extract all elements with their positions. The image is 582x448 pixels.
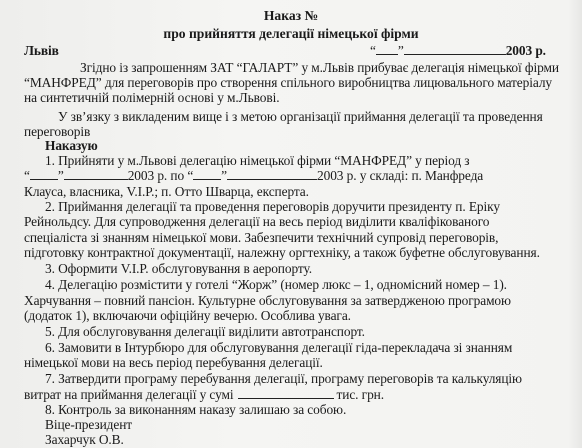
item-8: 8. Контроль за виконанням наказу залишаю за собою. [45, 402, 347, 417]
item-3: 3. Оформити V.I.P. обслуговування в аеропорту. [45, 261, 312, 276]
item-7-line-2 [24, 387, 384, 403]
order-title: Наказ № [263, 8, 319, 23]
signature-name: Захарчук О.В. [45, 432, 124, 447]
item-7-text: витрат на приймання делегації у сумі [24, 387, 234, 402]
item-7-sum-blank [238, 387, 334, 399]
date-year: 2003 р. [505, 43, 546, 58]
date-quote-close: ” [397, 43, 404, 58]
item-6-line-2: німецької мови на весь період перебування делегації. [24, 355, 323, 370]
item-1-line-2 [24, 168, 483, 184]
intro-line-3: на синтетичній полімерній основі у м.Львові. [24, 90, 280, 105]
intro-line-1: Згідно із запрошенням ЗАТ “ГАЛАРТ” у м.Львів прибуває делегація німецької фірми [80, 60, 559, 75]
item-5: 5. Для обслуговування делегації виділити автотранспорт. [45, 324, 365, 339]
order-word: Наказую [45, 138, 98, 153]
item-1-quote-close: ” [57, 168, 64, 183]
item-2-line-4: підготовку контрактної документації, належну оргтехніку, а також буфетне обслуговування. [24, 245, 540, 260]
item-2-line-1: 2. Приймання делегації та проведення переговорів доручити президенту п. Еріку [45, 199, 500, 214]
date-quote-open: “ [370, 43, 376, 58]
item-1-quote-close-2: ” [221, 168, 228, 183]
reason-line-2: переговорів [24, 124, 91, 139]
date-field [370, 43, 546, 59]
order-subtitle: про прийняття делегації німецької фірми [163, 26, 419, 41]
date-day-blank [376, 43, 398, 55]
date-month-blank [404, 43, 506, 55]
item-1-mid-text: 2003 р. по “ [127, 168, 194, 183]
item-7-unit: тис. грн. [336, 387, 384, 402]
item-7-line-1: 7. Затвердити програму перебування делегації, програму переговорів та калькуляцію [45, 371, 522, 386]
intro-line-2: “МАНФРЕД” для переговорів про створення спільного виробництва лицювального матеріалу [24, 75, 553, 90]
item-2-line-2: Рейнольдсу. Для супроводження делегації на весь період виділити кваліфікованого [24, 214, 490, 229]
item-1-end-text: 2003 р. у складі: п. Манфреда [317, 168, 484, 183]
signature-position: Віце-президент [45, 417, 133, 432]
item-1-line-3: Клауса, власника, V.I.P.; п. Отто Шварца, експерта. [24, 184, 309, 199]
item-1-end-day-blank [193, 168, 221, 180]
page-edge-shadow [568, 0, 582, 448]
item-1-start-day-blank [30, 168, 58, 180]
item-4-line-1: 4. Делегацію розмістити у готелі “Жорж” (номер люкс – 1, одномісний номер – 1). [45, 277, 507, 292]
item-6-line-1: 6. Замовити в Інтурбюро для обслуговування делегації гіда-перекладача зі знанням [45, 340, 513, 355]
item-1-line-1: 1. Прийняти у м.Львові делегацію німецької фірми “МАНФРЕД” у період з [45, 153, 470, 168]
item-4-line-2: Харчування – повний пансіон. Культурне обслуговування за затвердженою програмою [24, 293, 511, 308]
item-1-quote-open: “ [24, 168, 30, 183]
item-1-end-month-blank [227, 168, 317, 180]
item-4-line-3: (додаток 1), включаючи офіційну вечерю. Особлива увага. [24, 308, 351, 323]
item-2-line-3: спеціаліста зі знанням німецької мови. Забезпечити технічний супровід переговорів, [24, 230, 499, 245]
reason-line-1: У зв’язку з викладеним вище і з метою організації приймання делегації та проведення [58, 109, 543, 124]
city-label [24, 43, 59, 59]
city-name: Львів [24, 43, 59, 58]
item-1-start-month-blank [64, 168, 128, 180]
